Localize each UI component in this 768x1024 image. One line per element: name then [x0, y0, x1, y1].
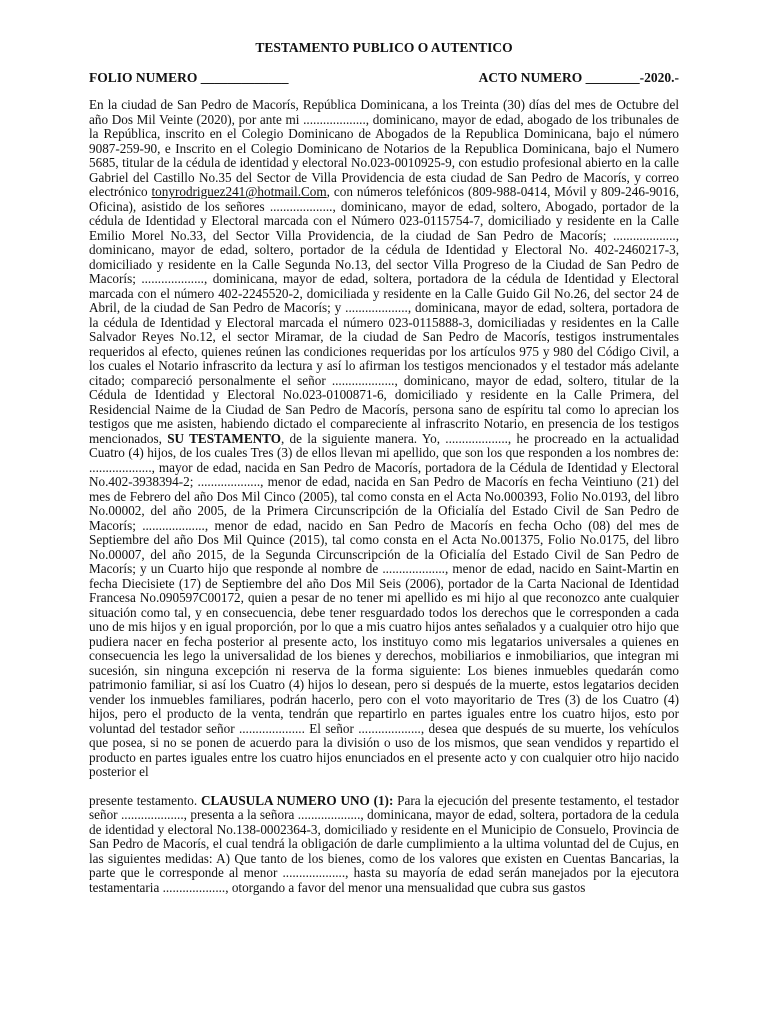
acto-number-label: ACTO NUMERO ________-2020.-: [478, 70, 679, 85]
paragraph-main-part-b: , con números telefónicos (809-988-0414, Móvil y 809-246-9016, Oficina), asistido de los señores ..................., dominicano, mayor de edad, soltero, Abogado, portador de la cédula de Identidad y Electoral marcada con el Número 023-0115754-7, domiciliado y residente en la Calle Emilio Morel No.33, del Sector Villa Providencia, de la ciudad de San Pedro de Macorís; ..................., dominicano, mayor de edad, soltero, portador de la cédula de Identidad y Electoral No. 402-2460217-3, domiciliado y residente en la Calle Segunda No.13, del sector Villa Progreso de la Ciudad de San Pedro de Macorís; ..................., dominicana, mayor de edad, soltera, portadora de la cédula de Identidad y Electoral marcada con el número 402-2245520-2, domiciliada y residente en la Calle Guido Gil No.26, del sector 24 de Abril, de la ciudad de San Pedro de Macorís; y ..................., dominicana, mayor de edad, soltera, portadora de la cédula de Identidad y Electoral marcada el número 023-0115888-3, domiciliadas y residentes en la Calle Salvador Reyes No.12, el sector Miramar, de la ciudad de San Pedro de Macorís, testigos instrumentales requeridos al efecto, quienes reúnen las condiciones requeridas por los artículos 975 y 980 del Código Civil, a los cuales el Notario infrascrito da lectura y así lo afirman los testigos mencionados y el testador más adelante citado; compareció personalmente el señor ..................., dominicano, mayor de edad, soltero, titular de la Cédula de Identidad y Electoral No.023-0100871-6, domiciliado y residente en la Calle Primera, del Residencial Naime de la Ciudad de San Pedro de Macorís, persona sano de espíritu tal como lo aprecian los testigos que me asisten, habiendo dictado el compareciente al infrascrito Notario, en presencia de los testigos mencionados,: [89, 184, 680, 446]
email-address: tonyrodriguez241@hotmail.Com: [151, 184, 327, 199]
paragraph-clausula-part-a: presente testamento.: [89, 792, 201, 808]
paragraph-main: [89, 98, 679, 780]
folio-number-label: FOLIO NUMERO _____________: [89, 70, 289, 85]
paragraph-clausula: [89, 794, 679, 896]
paragraph-clausula-part-b: Para la ejecución del presente testamento, el testador señor ..................., presenta a la señora ..................., dominicana, mayor de edad, soltera, portadora de la cedula de identidad y electoral No.138-0002364-3, domiciliado y residente en el Municipio de Consuelo, Provincia de San Pedro de Macorís, el cual tendrá la obligación de darle cumplimiento a la ultima voluntad del de Cujus, en las siguientes medidas: A) Que tanto de los bienes, como de los valores que existen en Cuentas Bancarias, la parte que le corresponde al menor ..................., hasta su mayoría de edad serán manejados por la ejecutora testamentaria ..................., otorgando a favor del menor una mensualidad que cubra sus gastos: [89, 792, 679, 895]
su-testamento-heading: SU TESTAMENTO: [167, 430, 281, 446]
page-gap: [89, 780, 679, 794]
paragraph-main-part-a: En la ciudad de San Pedro de Macorís, República Dominicana, a los Treinta (30) días del mes de Octubre del año Dos Mil Veinte (2020), por ante mi ..................., dominicano, mayor de edad, abogado de los tribunales de la República, inscrito en el Colegio Dominicano de Abogados de la Republica Dominicana, bajo el número 9087-259-90, e Inscrito en el Colegio Dominicano de Notarios de la Republica Dominicana, bajo el Numero 5685, titular de la cédula de identidad y electoral No.023-0010925-9, con estudio profesional abierto en la calle Gabriel del Castillo No.35 del Sector de Villa Providencia de esta ciudad de San Pedro de Macorís, y correo electrónico: [89, 97, 679, 199]
paragraph-main-part-c: , de la siguiente manera. Yo, ..................., he procreado en la actualidad Cuatro (4) hijos, de los cuales Tres (3) de ellos llevan mi apellido, que son los que responden a los nombres de: ..................., mayor de edad, nacida en San Pedro de Macorís, portadora de la Cédula de Identidad y Electoral No.402-3938394-2; ..................., menor de edad, nacida en San Pedro de Macorís en fecha Veintiuno (21) del mes de Febrero del año Dos Mil Cinco (2005), tal como consta en el Acta No.000393, Folio No.0193, del libro No.00002, del año 2005, de la Primera Circunscripción de la Oficialía del Estado Civil de San Pedro de Macorís; ..................., menor de edad, nacido en San Pedro de Macorís en fecha Ocho (08) del mes de Septiembre del año Dos Mil Quince (2015), tal como consta en el Acta No.001375, Folio No.0175, del libro No.00007, del año 2015, de la Segunda Circunscripción de la Oficialía del Estado Civil de San Pedro de Macorís; y un Cuarto hijo que responde al nombre de ..................., menor de edad, nacido en Saint-Martin en fecha Diecisiete (17) de Septiembre del año Dos Mil Seis (2006), portador de la Carta Nacional de Identidad Francesa No.090597C00172, quien a pesar de no tener mi apellido es mi hijo al que reconozco ante cualquier situación como tal, y en consecuencia, debe tener resguardado todos los derechos que le corresponden a cada uno de mis hijos y en igual proporción, por lo que a mis cuatro hijos antes señalados y a cualquier otro hijo que pudiera nacer en fecha posterior al presente acto, los instituyo como mis legatarios universales a quienes en consecuencia les lego la universalidad de los bienes y derechos, mobiliarios e inmobiliarios, que integran mi sucesión, sin ninguna excepción ni reserva de la forma siguiente: Los bienes inmuebles quedarán como patrimonio familiar, si así los Cuatro (4) hijos lo desean, pero si después de la muerte, estos legatarios deciden vender los inmuebles familiares, podrán hacerlo, pero con el voto mayoritario de Tres (3) de los Cuatro (4) hijos, pero el producto de la venta, tendrán que repartirlo en partes iguales entre los cuatro hijos, esto por voluntad del testador señor .................... El señor ..................., desea que después de su muerte, los vehículos que posea, si no se ponen de acuerdo para la división o uso de los mismos, que sean vendidos y repartido el producto en partes iguales entre los cuatro hijos enunciados en el presente acto y con cualquier otro hijo nacido posterior el: [89, 430, 680, 779]
document-title: TESTAMENTO PUBLICO O AUTENTICO: [255, 40, 513, 55]
header-numbers-row: [89, 70, 679, 86]
clausula-heading: CLAUSULA NUMERO UNO (1):: [200, 792, 394, 808]
